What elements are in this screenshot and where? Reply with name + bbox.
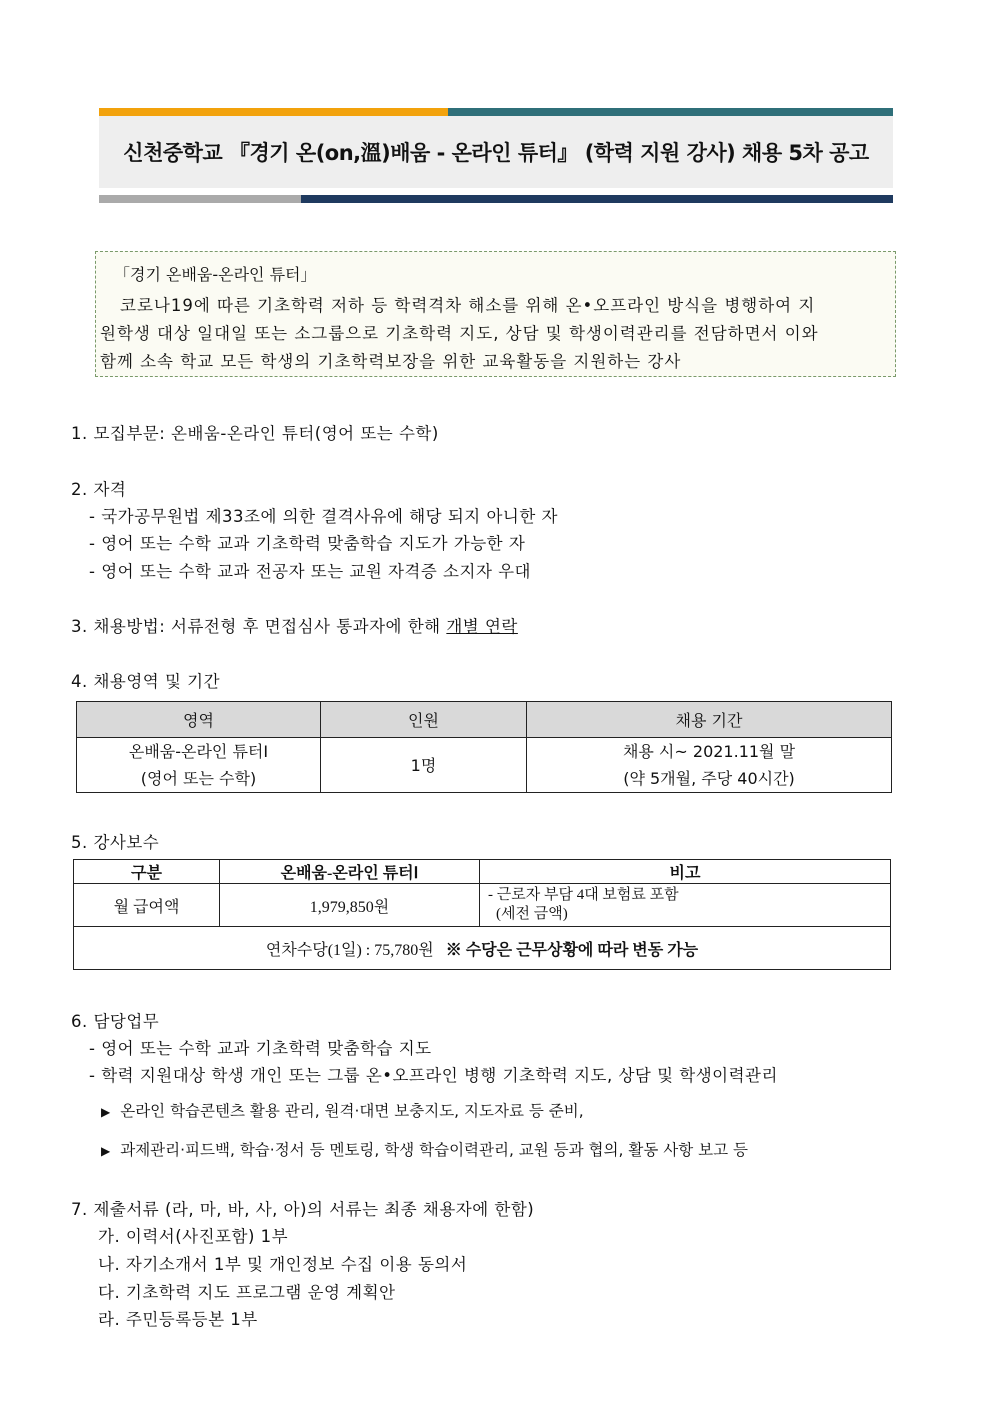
duty-item: - 영어 또는 수학 교과 기초학력 맞춤학습 지도 [89, 1039, 432, 1058]
table-header-row [77, 702, 892, 738]
pay-table [73, 859, 891, 970]
table-row [74, 884, 891, 927]
table-header: 비고 [480, 860, 891, 884]
intro-line: 함께 소속 학교 모든 학생의 기초학력보장을 위한 교육활동을 지원하는 강사 [100, 352, 682, 371]
duty-bullet-text: 온라인 학습콘텐츠 활용 관리, 원격·대면 보충지도, 지도자료 등 준비, [120, 1102, 584, 1120]
title-bar-bottom-navy [301, 195, 893, 203]
document-item: 다. 기초학력 지도 프로그램 운영 계획안 [98, 1283, 396, 1302]
period-line: 채용 시~ 2021.11월 말 [622, 742, 796, 761]
table-header: 구분 [74, 860, 220, 884]
section-7-heading: 7. 제출서류 (라, 마, 바, 사, 아)의 서류는 최종 채용자에 한함) [71, 1200, 535, 1219]
page-title: 신천중학교 『경기 온(on,溫)배움 - 온라인 튜터』 (학력 지원 강사) 채용 5차 공고 [123, 141, 869, 165]
table-cell-area [77, 738, 321, 793]
method-underlined: 개별 연락 [446, 617, 518, 636]
section-2-heading: 2. 자격 [71, 480, 127, 499]
duty-bullet [101, 1099, 584, 1121]
section-1-recruit-field: 1. 모집부문: 온배움-온라인 튜터(영어 또는 수학) [71, 424, 439, 443]
title-bar-top-teal [448, 108, 893, 116]
hiring-period-table [76, 701, 892, 793]
table-header: 채용 기간 [527, 702, 892, 738]
intro-box [95, 251, 896, 377]
section-5-heading: 5. 강사보수 [71, 833, 160, 852]
allowance-text: 연차수당(1일) : 75,780원 [265, 941, 434, 959]
note-line: (세전 금액) [496, 906, 568, 922]
table-header-row [74, 860, 891, 884]
table-header: 온배움-온라인 튜터Ⅰ [220, 860, 480, 884]
qualification-item: - 영어 또는 수학 교과 전공자 또는 교원 자격증 소지자 우대 [89, 562, 531, 581]
intro-line: 원학생 대상 일대일 또는 소그룹으로 기초학력 지도, 상담 및 학생이력관리를 전담하면서 이와 [100, 324, 819, 343]
table-cell-count: 1명 [321, 738, 527, 793]
table-row [77, 738, 892, 793]
area-line: 온배움-온라인 튜터Ⅰ [128, 742, 269, 761]
method-text: 3. 채용방법: 서류전형 후 면접심사 통과자에 한해 [71, 617, 447, 636]
allowance-note: ※ 수당은 근무상황에 따라 변동 가능 [445, 941, 699, 959]
duty-bullet [101, 1138, 748, 1160]
document-item: 나. 자기소개서 1부 및 개인정보 수집 이용 동의서 [98, 1255, 468, 1274]
area-line: (영어 또는 수학) [140, 769, 257, 788]
triangle-bullet-icon: ▶ [101, 1105, 111, 1119]
table-header: 인원 [321, 702, 527, 738]
table-cell-period [527, 738, 892, 793]
document-item: 가. 이력서(사진포함) 1부 [98, 1227, 289, 1246]
table-cell-amount: 1,979,850원 [220, 884, 480, 927]
intro-heading: 「경기 온배움-온라인 튜터」 [114, 265, 317, 284]
duty-bullet-text: 과제관리·피드백, 학습·정서 등 멘토링, 학생 학습이력관리, 교원 등과 협의, 활동 사항 보고 등 [120, 1141, 748, 1159]
intro-line: 코로나19에 따른 기초학력 저하 등 학력격차 해소를 위해 온•오프라인 방식을 병행하여 지 [120, 296, 816, 315]
table-cell-allowance [74, 927, 891, 970]
table-cell-note [480, 884, 891, 927]
note-line: - 근로자 부담 4대 보험료 포함 [488, 887, 679, 903]
table-header: 영역 [77, 702, 321, 738]
table-row [74, 927, 891, 970]
document-item: 라. 주민등록등본 1부 [98, 1310, 258, 1329]
title-box [99, 116, 893, 188]
table-cell-label: 월 급여액 [74, 884, 220, 927]
title-bar-top-orange [99, 108, 448, 116]
duty-item: - 학력 지원대상 학생 개인 또는 그룹 온•오프라인 병행 기초학력 지도, 상담 및 학생이력관리 [89, 1066, 778, 1085]
section-6-heading: 6. 담당업무 [71, 1012, 160, 1031]
period-line: (약 5개월, 주당 40시간) [623, 769, 795, 788]
qualification-item: - 국가공무원법 제33조에 의한 결격사유에 해당 되지 아니한 자 [89, 507, 558, 526]
triangle-bullet-icon: ▶ [101, 1144, 111, 1158]
qualification-item: - 영어 또는 수학 교과 기초학력 맞춤학습 지도가 가능한 자 [89, 534, 526, 553]
title-bar-bottom-gray [99, 195, 301, 203]
section-3-method [71, 613, 518, 637]
section-4-heading: 4. 채용영역 및 기간 [71, 672, 221, 691]
